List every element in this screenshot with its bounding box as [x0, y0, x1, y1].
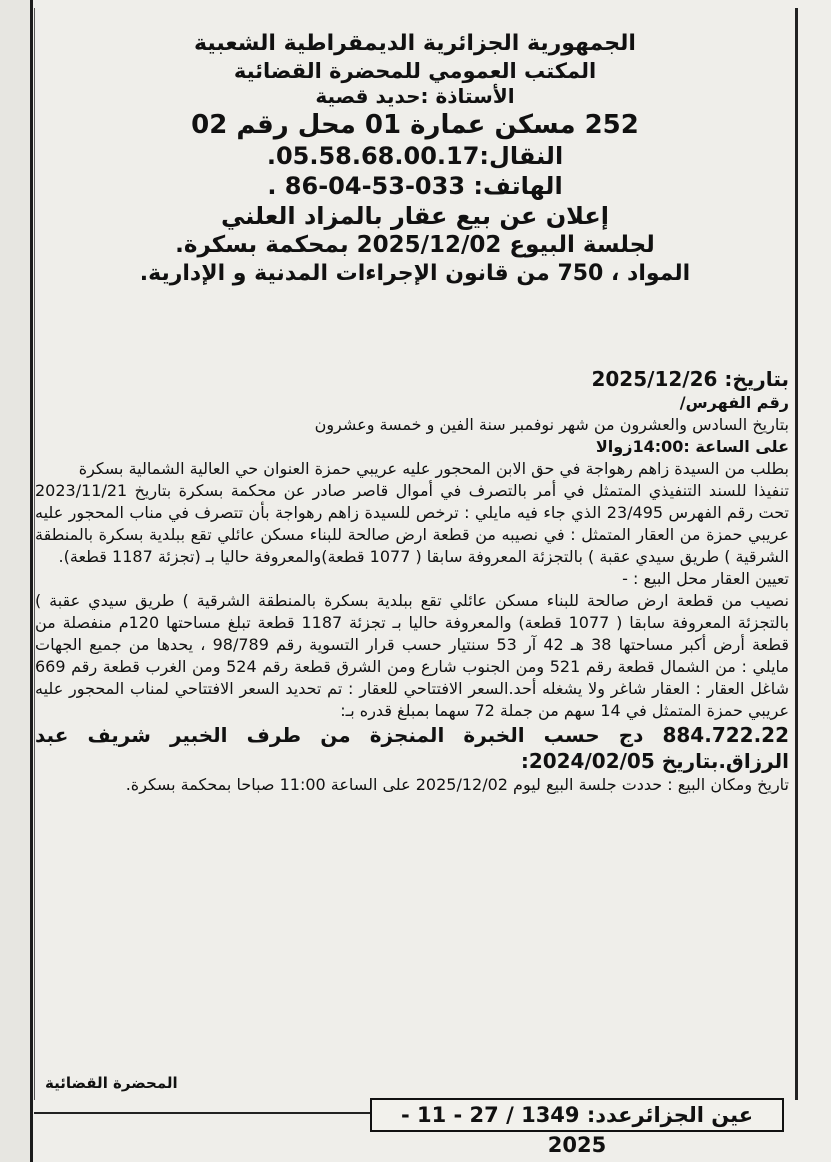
notice-time: على الساعة :14:00زوالا: [595, 437, 789, 456]
sale-paragraph: تاريخ ومكان البيع : حددت جلسة البيع ليوم 2025/12/02 على الساعة 11:00 صباحا بمحكمة بسكرة.: [125, 775, 789, 794]
footer-rule: [34, 1112, 370, 1114]
header-mobile: النقال:05.58.68.00.17.: [266, 142, 564, 171]
signature: المحضرة القضائية: [45, 1074, 178, 1092]
header-office: المكتب العمومي للمحضرة القضائية: [233, 58, 597, 83]
announcement-header: [35, 8, 795, 288]
newspaper-footer: عين الجزائرعدد: 1349 / 27 - 11 - 2025: [370, 1098, 784, 1132]
header-announcement-title: إعلان عن بيع عقار بالمزاد العلني: [220, 202, 610, 231]
announcement-body: [35, 366, 789, 796]
header-phone: الهاتف: 033-53-04-86 .: [267, 172, 563, 201]
header-address: 252 مسكن عمارة 01 محل رقم 02: [191, 109, 639, 140]
index-number: رقم الفهرس/: [679, 393, 789, 412]
request-paragraph: بطلب من السيدة زاهم رهواجة في حق الابن المحجور عليه عريبي حمزة العنوان حي العالية الشمالية بسكرة: [78, 459, 789, 478]
designation-title: تعيين العقار محل البيع : -: [622, 569, 789, 588]
header-session: لجلسة البيوع 2025/12/02 بمحكمة بسكرة.: [175, 232, 655, 259]
announcement-page: [34, 8, 798, 1100]
price-paragraph: 884.722.22 دج حسب الخبرة المنجزة من طرف الخبير شريف عبد الرزاق.بتاريخ 2024/02/05:: [35, 723, 789, 773]
date-in-words: بتاريخ السادس والعشرون من شهر نوفمبر سنة الفين و خمسة وعشرون: [314, 415, 789, 434]
header-articles: المواد ، 750 من قانون الإجراءات المدنية و الإدارية.: [139, 261, 691, 286]
execution-paragraph: تنفيذا للسند التنفيذي المتمثل في أمر بالتصرف في أموال قاصر صادر عن محكمة بسكرة بتاريخ 2023/11/21 تحت رقم الفهرس 23/495 الذي جاء فيه مايلي : ترخص للسيدة زاهم رهواجة بأن تتصرف في مناب المحجور عليه عريبي حمزة من العقار المتمثل : في نصيبه من قطعة ارض صالحة للبناء مسكن عائلي تقع ببلدية بسكرة بالمنطقة الشرقية ) طريق سيدي عقبة ) بالتجزئة المعروفة سابقا ( 1077 قطعة)والمعروفة حاليا بـ (تجزئة 1187 قطعة).: [35, 481, 790, 566]
header-republic: الجمهورية الجزائرية الديمقراطية الشعبية: [194, 31, 636, 56]
adjacent-column-edge: [0, 0, 33, 1162]
designation-paragraph: نصيب من قطعة ارض صالحة للبناء مسكن عائلي تقع ببلدية بسكرة بالمنطقة الشرقية ) طريق سيدي عقبة ) بالتجزئة المعروفة سابقا ( 1077 قطعة) والمعروفة حاليا بـ تجزئة 1187 قطعة تبلغ مساحتها 120م منفصلة من قطعة أرض أكبر مساحتها 38 هـ 42 آر 53 سنتيار حسب قرار التسوية رقم 98/789 ، يحدها من جميع الجهات مايلي : من الشمال قطعة رقم 521 ومن الجنوب شارع ومن الشرق قطعة رقم 524 ومن الغرب قطعة رقم 669 شاغل العقار : العقار شاغر ولا يشغله أحد.السعر الافتتاحي للعقار : تم تحديد السعر الافتتاحي لمناب المحجور عليه عريبي حمزة المتمثل في 14 سهم من جملة 72 سهما بمبلغ قدره بـ:: [35, 591, 790, 720]
header-bailiff-name: الأستاذة :حديد قصية: [315, 83, 515, 108]
notice-date: بتاريخ: 2025/12/26: [591, 367, 789, 391]
